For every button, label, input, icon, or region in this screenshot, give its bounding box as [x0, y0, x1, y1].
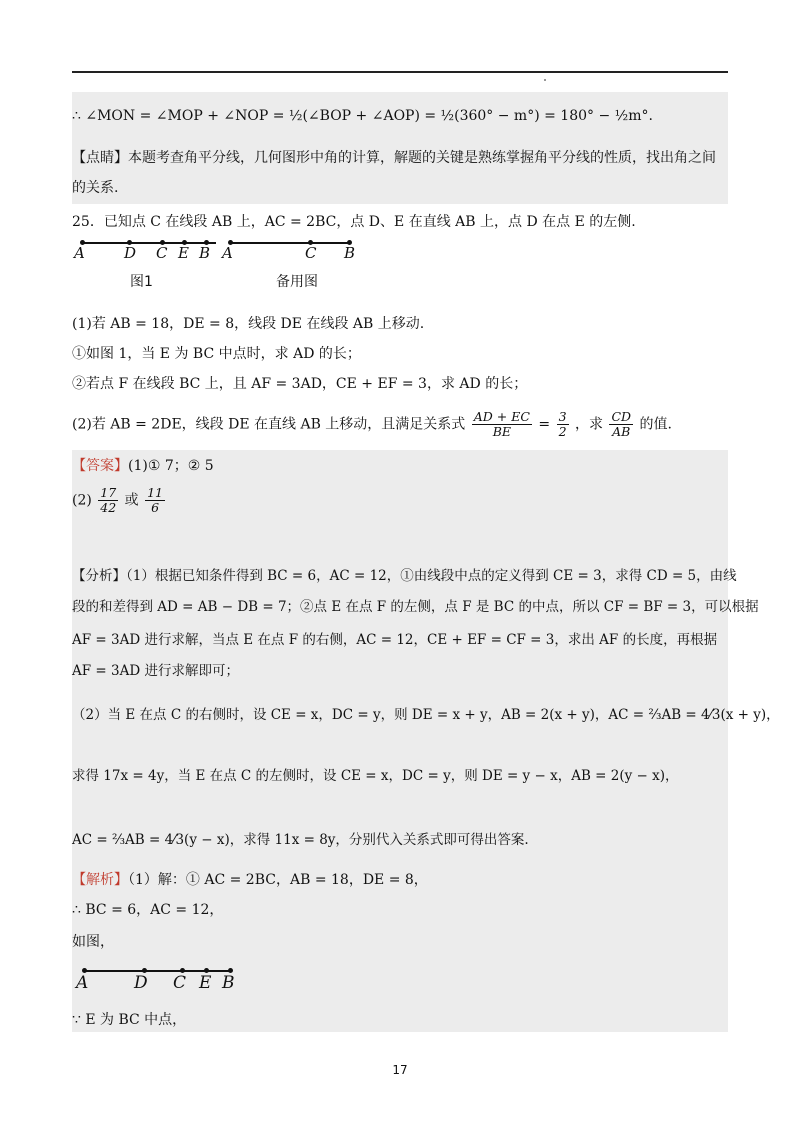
backup-caption: 备用图 — [276, 274, 318, 290]
analysis-line-2: 段的和差得到 AD = AB − DB = 7；②点 E 在点 F 的左侧，点 F 是 BC 的中点，所以 CF = BF = 3，可以根据 — [72, 599, 759, 615]
solution-line-1: 【解析】（1）解：① AC = 2BC，AB = 18，DE = 8， — [72, 872, 428, 888]
question-part-1a: ①如图 1，当 E 为 BC 中点时，求 AD 的长； — [72, 346, 361, 362]
question-part-1: (1)若 AB = 18，DE = 8，线段 DE 在线段 AB 上移动. — [72, 316, 425, 332]
answer-line-1: 【答案】(1)① 7；② 5 — [72, 458, 214, 474]
comment-label: 【点睛】 — [72, 150, 128, 166]
fraction-ad-ec-over-be: $\frac{AD + EC}{BE}$ — [473, 409, 530, 439]
sol-label-e: E — [199, 973, 212, 993]
sol-label-a: A — [76, 973, 89, 993]
solution-line-3: 如图， — [72, 934, 114, 950]
comment-text-1: 本题考查角平分线，几何图形中角的计算，解题的关键是熟练掌握角平分线的性质，找出角之间 — [128, 150, 716, 166]
analysis-line-4: AF = 3AD 进行求解即可； — [72, 663, 239, 679]
answer-fraction-11-6: $\frac{11}{6}$ — [147, 485, 164, 515]
fraction-three-halves: $\frac{3}{2}$ — [558, 409, 567, 439]
analysis-line-6: 求得 17x = 4y，当 E 在点 C 的左侧时，设 CE = x，DC = y，则 DE = y − x，AB = 2(y − x)， — [72, 768, 679, 784]
analysis-line-7: AC = ⅔AB = 4⁄3(y − x)，求得 11x = 8y，分别代入关系式即可得出答案. — [72, 832, 529, 848]
question-stem: 25．已知点 C 在线段 AB 上，AC = 2BC，点 D、E 在直线 AB 上，点 D 在点 E 的左侧. — [72, 214, 636, 230]
solution-figure-line — [84, 970, 232, 972]
question-part-1b: ②若点 F 在线段 BC 上，且 AF = 3AD，CE + EF = 3，求 AD 的长； — [72, 376, 528, 392]
page-number: 17 — [392, 1063, 408, 1077]
header-dot — [544, 79, 546, 81]
fig1-label-d: D — [124, 244, 137, 262]
backup-label-b: B — [344, 244, 356, 262]
answer-fraction-17-42: $\frac{17}{42}$ — [100, 485, 117, 515]
comment-line-1 — [72, 148, 728, 168]
fig1-label-a: A — [74, 244, 85, 262]
figure-1-caption: 图1 — [130, 274, 153, 290]
sol-label-d: D — [134, 973, 148, 993]
analysis-line-5: （2）当 E 在点 C 的右侧时，设 CE = x，DC = y，则 DE = x + y，AB = 2(x + y)，AC = ⅔AB = 4⁄3(x + y)， — [72, 707, 780, 723]
solution-label: 【解析】 — [72, 872, 128, 888]
analysis-line-1: 【分析】（1）根据已知条件得到 BC = 6，AC = 12，①由线段中点的定义得到 CE = 3，求得 CD = 5，由线 — [72, 568, 737, 584]
solution-line-2: ∴ BC = 6，AC = 12， — [72, 902, 224, 918]
solution-line-4: ∵ E 为 BC 中点， — [72, 1012, 187, 1028]
fig1-label-e: E — [178, 244, 189, 262]
fraction-cd-over-ab: $\frac{CD}{AB}$ — [611, 409, 632, 439]
sol-label-b: B — [222, 973, 235, 993]
fig1-label-b: B — [199, 244, 211, 262]
answer-line-2: (2) $\frac{17}{42}$ 或 $\frac{11}{6}$ — [72, 485, 164, 515]
analysis-line-3: AF = 3AD 进行求解，当点 E 在点 F 的右侧，AC = 12，CE + EF = CF = 3，求出 AF 的长度，再根据 — [72, 632, 718, 648]
analysis-label: 【分析】 — [72, 568, 126, 584]
backup-line — [230, 242, 350, 244]
part-2-pre: (2)若 AB = 2DE，线段 DE 在直线 AB 上移动，且满足关系式 — [72, 416, 466, 433]
answer-label: 【答案】 — [72, 458, 128, 474]
question-part-2: (2)若 AB = 2DE，线段 DE 在直线 AB 上移动，且满足关系式 $\frac{AD + EC}{BE}$ = $\frac{3}{2}$ ，求 $\frac{CD}{AB}$ 的值. — [72, 409, 672, 439]
sol-label-c: C — [173, 973, 187, 993]
figure-1-line — [82, 242, 216, 244]
comment-line-2: 的关系. — [72, 180, 119, 196]
header-rule — [72, 71, 728, 73]
fig1-label-c: C — [156, 244, 168, 262]
proof-line: ∴ ∠MON = ∠MOP + ∠NOP = ½(∠BOP + ∠AOP) = ½(360° − m°) = 180° − ½m°. — [72, 108, 653, 124]
backup-label-c: C — [305, 244, 317, 262]
backup-label-a: A — [222, 244, 233, 262]
